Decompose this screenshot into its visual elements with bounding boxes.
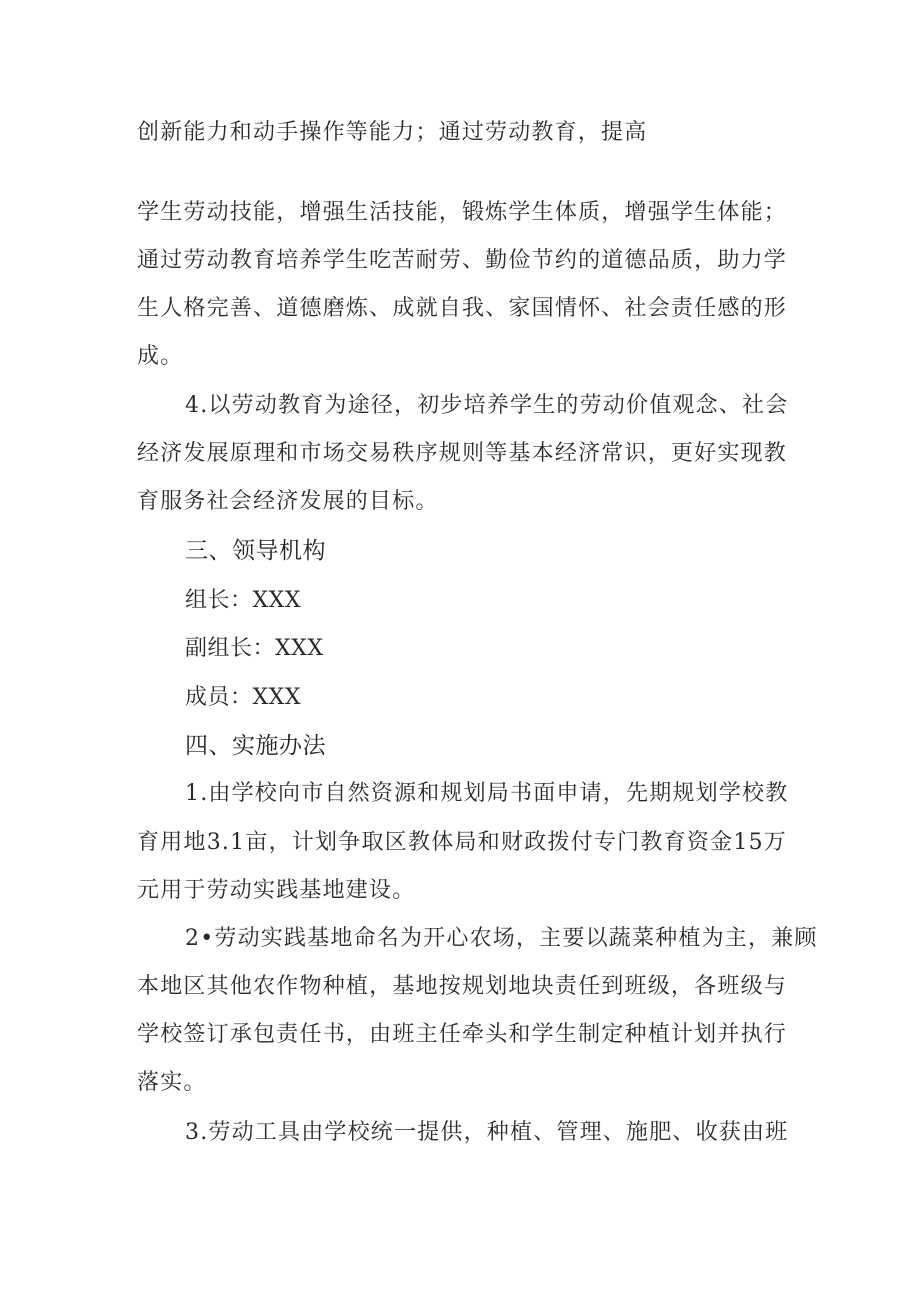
- paragraph-line: 3.劳动工具由学校统一提供，种植、管理、施肥、收获由班: [185, 1120, 789, 1145]
- paragraph-line: 1.由学校向市自然资源和规划局书面申请，先期规划学校教: [185, 781, 789, 806]
- section-heading-implementation: 四、实施办法: [185, 733, 326, 759]
- paragraph-line: 生人格完善、道德磨炼、成就自我、家国情怀、社会责任感的形: [137, 296, 787, 321]
- paragraph-line: 落实。: [137, 1070, 207, 1095]
- paragraph-line: 育服务社会经济发展的目标。: [137, 489, 439, 514]
- paragraph-line: 本地区其他农作物种植，基地按规划地块责任到班级，各班级与: [137, 974, 787, 999]
- deputy-group-leader: 副组长：XXX: [185, 636, 324, 661]
- paragraph-line: 元用于劳动实践基地建设。: [137, 878, 416, 903]
- paragraph-line: 创新能力和动手操作等能力；通过劳动教育，提高: [137, 120, 648, 145]
- paragraph-line: 4.以劳动教育为途径，初步培养学生的劳动价值观念、社会: [185, 393, 789, 418]
- paragraph-line: 经济发展原理和市场交易秩序规则等基本经济常识，更好实现教: [137, 441, 787, 466]
- section-heading-leadership: 三、领导机构: [185, 538, 326, 564]
- paragraph-line: 学校签订承包责任书，由班主任牵头和学生制定种植计划并执行: [137, 1022, 787, 1047]
- paragraph-line: 2•劳动实践基地命名为开心农场，主要以蔬菜种植为主，兼顾: [185, 926, 818, 951]
- group-members: 成员：XXX: [185, 685, 301, 710]
- paragraph-line: 通过劳动教育培养学生吃苦耐劳、勤俭节约的道德品质，助力学: [137, 248, 787, 273]
- paragraph-line: 成。: [137, 344, 184, 369]
- paragraph-line: 育用地3.1亩，计划争取区教体局和财政拨付专门教育资金15万: [137, 830, 787, 855]
- paragraph-line: 学生劳动技能，增强生活技能，锻炼学生体质，增强学生体能；: [137, 200, 787, 225]
- group-leader: 组长：XXX: [185, 588, 301, 613]
